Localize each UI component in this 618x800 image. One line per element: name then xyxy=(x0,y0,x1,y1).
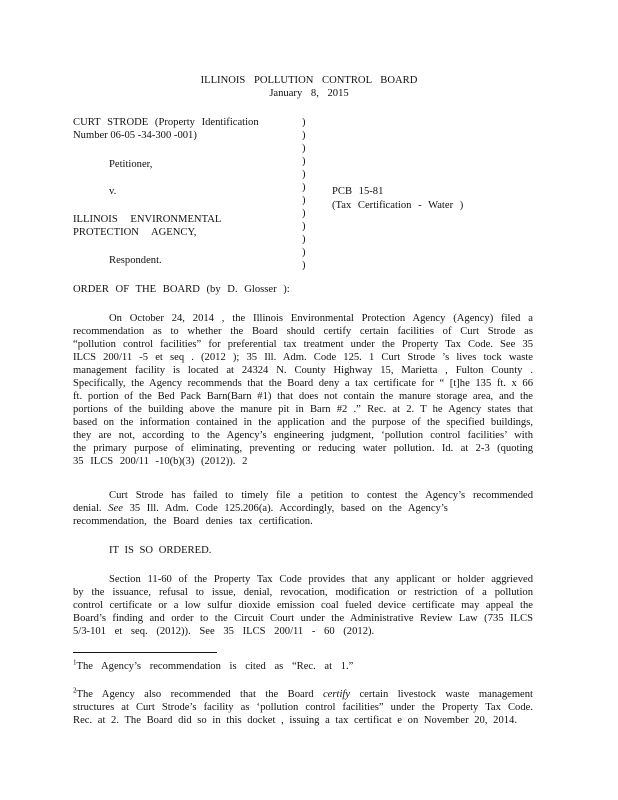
paragraph-line: the primary purpose of eliminating, preventing or reducing water pollution. Id. at 2-3 (quoting xyxy=(73,443,533,454)
caption-paren: ) xyxy=(302,117,306,128)
paragraph-line: management facility is located at 24324 N. County Highway 15, Marietta , Fulton County . xyxy=(73,365,533,376)
footnote-text: The Agency’s recommendation is cited as “Rec. at 1.” xyxy=(76,661,354,672)
paragraph-line: “pollution control facilities” for preferential tax treatment under the Property Tax Code. See 35 xyxy=(73,339,533,350)
paragraph-line: portions of the building above the manure pit in Barn #2 .” Rec. at 2. T he Agency states that xyxy=(73,404,533,415)
petitioner-name-line1: CURT STRODE (Property Identification xyxy=(73,117,259,128)
caption-paren: ) xyxy=(302,221,306,232)
respondent-name-line2: PROTECTION AGENCY, xyxy=(73,227,197,238)
caption-paren: ) xyxy=(302,130,306,141)
petitioner-role: Petitioner, xyxy=(109,159,153,170)
caption-paren: ) xyxy=(302,169,306,180)
paragraph-line: based on the information contained in the application and the purpose of the specified buildings, xyxy=(73,417,533,428)
caption-paren: ) xyxy=(302,208,306,219)
paragraph-line: by the issuance, refusal to issue, denial, revocation, modification or restriction of a pollution xyxy=(73,587,533,598)
caption-paren: ) xyxy=(302,247,306,258)
board-name: ILLINOIS POLLUTION CONTROL BOARD xyxy=(200,75,418,86)
caption-paren: ) xyxy=(302,195,306,206)
so-ordered: IT IS SO ORDERED. xyxy=(109,545,212,556)
case-number: PCB 15-81 xyxy=(332,186,384,197)
paragraph-line: Section 11-60 of the Property Tax Code provides that any applicant or holder aggrieved xyxy=(109,574,533,585)
paragraph-line: 35 ILCS 200/11 -10(b)(3) (2012)). 2 xyxy=(73,456,248,467)
paragraph-line: recommendation as to whether the Board should certify certain facilities of Curt Strode as xyxy=(73,326,533,337)
caption-paren: ) xyxy=(302,182,306,193)
paragraph-line: they are not, according to the Agency’s engineering judgment, ‘pollution control facilities’ with xyxy=(73,430,533,441)
footnote-line: Rec. at 2. The Board did so in this docket , issuing a tax certificat e on November 20, 2014. xyxy=(73,715,517,726)
caption-paren: ) xyxy=(302,156,306,167)
paragraph-line: control certificate or a low sulfur dioxide emission coal fueled device certificate may appeal the xyxy=(73,600,533,611)
footnote-mark: 1 xyxy=(73,658,77,667)
paragraph-line: ft. portion of the Bed Pack Barn(Barn #1) that does not contain the manure storage area, and the xyxy=(73,391,533,402)
footnote-line: structures at Curt Strode’s facility as ‘pollution control facilities” under the Property Tax Code. xyxy=(73,702,533,713)
paragraph-line xyxy=(73,502,533,515)
caption-paren: ) xyxy=(302,143,306,154)
paragraph-line: ILCS 200/11 -5 et seq . (2012 ); 35 Ill. Adm. Code 125. 1 Curt Strode ’s lives tock waste xyxy=(73,352,533,363)
certify-emphasis: certify xyxy=(322,689,351,700)
case-type: (Tax Certification - Water ) xyxy=(332,200,464,211)
paragraph-line: Specifically, the Agency recommends that the Board deny a tax certificate for “ [t]he 135 ft. x 66 xyxy=(73,378,533,389)
see-signal: See xyxy=(108,503,123,514)
paragraph-line: 5/3-101 et seq. (2012)). See 35 ILCS 200/11 - 60 (2012). xyxy=(73,626,375,637)
text-segment: certain livestock waste management xyxy=(359,689,533,700)
respondent-name-line1: ILLINOIS ENVIRONMENTAL xyxy=(73,214,222,225)
text-segment: 35 Ill. Adm. Code 125.206(a). Accordingly, based on the Agency’s xyxy=(129,503,448,514)
paragraph-line: recommendation, the Board denies tax certification. xyxy=(73,516,313,527)
footnote-separator xyxy=(73,652,217,653)
order-heading: ORDER OF THE BOARD (by D. Glosser ): xyxy=(73,284,290,295)
footnote-mark: 2 xyxy=(73,686,77,695)
paragraph-line: Curt Strode has failed to timely file a petition to contest the Agency’s recommended xyxy=(109,490,533,501)
versus: v. xyxy=(109,186,117,197)
order-date: January 8, 2015 xyxy=(269,88,349,99)
caption-paren: ) xyxy=(302,260,306,271)
paragraph-line: On October 24, 2014 , the Illinois Environmental Protection Agency (Agency) filed a xyxy=(109,313,533,324)
caption-paren: ) xyxy=(302,234,306,245)
text-segment: The Agency also recommended that the Board xyxy=(76,689,314,700)
respondent-role: Respondent. xyxy=(109,255,162,266)
text-segment: denial. xyxy=(73,503,102,514)
footnote-line xyxy=(73,688,533,701)
footnote-1 xyxy=(73,660,353,673)
petitioner-name-line2: Number 06-05 -34-300 -001) xyxy=(73,130,197,141)
paragraph-line: Board’s finding and order to the Circuit Court under the Administrative Review Law (735 ILCS xyxy=(73,613,533,624)
